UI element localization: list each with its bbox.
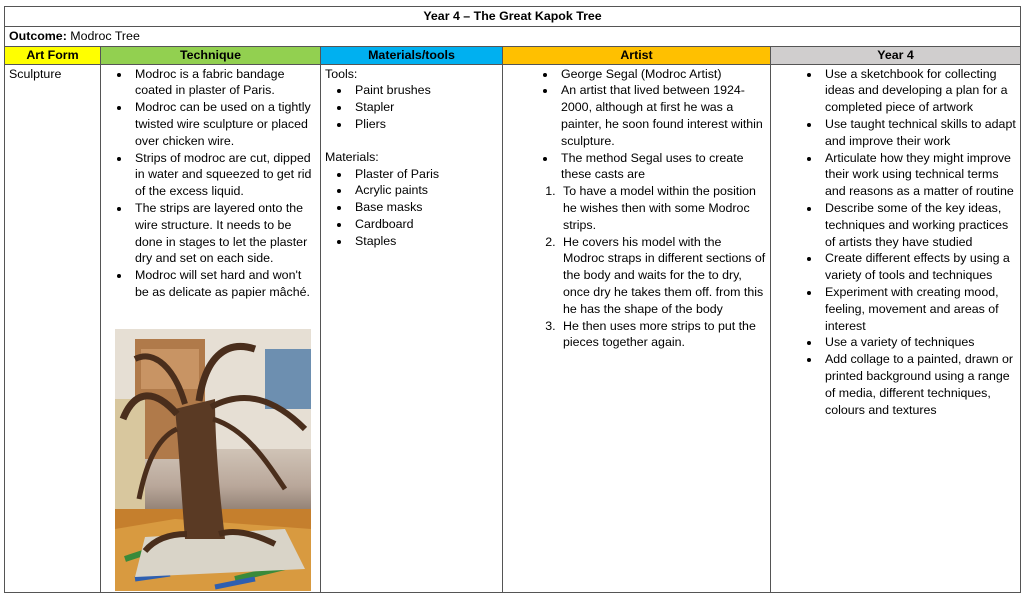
year4-item: • Add collage to a painted, drawn or printed background using a range of media, different techniques, colours and textures: [821, 351, 1016, 418]
outcome-label: Outcome:: [9, 29, 67, 43]
content-row: [5, 64, 1021, 592]
artist-item: [557, 150, 766, 352]
materials-list: [325, 166, 498, 250]
artist-step: 3. He then uses more strips to put the pieces together again.: [559, 318, 766, 352]
tool-item: • Paint brushes: [351, 82, 498, 99]
year4-plan-table: [4, 6, 1021, 593]
materials-label: Materials:: [325, 149, 379, 164]
technique-item: • Strips of modroc are cut, dipped in water and squeezed to get rid of the excess liquid.: [131, 150, 316, 200]
tools-list: [325, 82, 498, 132]
materials-tools-cell: [321, 64, 503, 592]
artist-steps: [537, 183, 766, 351]
year4-cell: [771, 64, 1021, 592]
header-art-form: Art Form: [5, 46, 101, 64]
document-title: Year 4 – The Great Kapok Tree: [5, 7, 1021, 27]
technique-list: [105, 66, 316, 301]
year4-list: [775, 66, 1016, 419]
artist-list: [507, 66, 766, 352]
artist-cell: [503, 64, 771, 592]
tool-item: • Pliers: [351, 116, 498, 133]
material-item: • Staples: [351, 233, 498, 250]
technique-item: • Modroc can be used on a tightly twisted wire sculpture or placed over chicken wire.: [131, 99, 316, 149]
year4-item: • Use taught technical skills to adapt and improve their work: [821, 116, 1016, 150]
modroc-tree-illustration: [115, 329, 311, 591]
modroc-tree-photo: [115, 329, 311, 591]
tools-label: Tools:: [325, 66, 358, 81]
material-item: • Cardboard: [351, 216, 498, 233]
artist-method-intro: The method Segal uses to create these casts are: [561, 150, 744, 182]
technique-item: • Modroc is a fabric bandage coated in plaster of Paris.: [131, 66, 316, 100]
year4-item: • Use a variety of techniques: [821, 334, 1016, 351]
tool-item: • Stapler: [351, 99, 498, 116]
year4-item: • Use a sketchbook for collecting ideas and developing a plan for a completed piece of artwork: [821, 66, 1016, 116]
technique-item: • The strips are layered onto the wire structure. It needs to be done in stages to let the plaster dry and set on each side.: [131, 200, 316, 267]
header-artist: Artist: [503, 46, 771, 64]
year4-item: • Describe some of the key ideas, techniques and working practices of artists they have studied: [821, 200, 1016, 250]
year4-item: • Experiment with creating mood, feeling, movement and areas of interest: [821, 284, 1016, 334]
year4-item: • Create different effects by using a variety of tools and techniques: [821, 250, 1016, 284]
material-item: • Plaster of Paris: [351, 166, 498, 183]
artist-step: 1. To have a model within the position he wishes then with some Modroc strips.: [559, 183, 766, 233]
header-materials-tools: Materials/tools: [321, 46, 503, 64]
header-year-4: Year 4: [771, 46, 1021, 64]
outcome-row: [5, 27, 1021, 47]
technique-item: • Modroc will set hard and won't be as delicate as papier mâché.: [131, 267, 316, 301]
artist-item: • An artist that lived between 1924-2000, although at first he was a painter, he soon found interest within sculpture.: [557, 82, 766, 149]
outcome-value: Modroc Tree: [70, 29, 140, 43]
header-row: [5, 46, 1021, 64]
art-form-cell: Sculpture: [5, 64, 101, 592]
material-item: • Acrylic paints: [351, 182, 498, 199]
artist-item: • George Segal (Modroc Artist): [557, 66, 766, 83]
artist-step: 2. He covers his model with the Modroc straps in different sections of the body and waits for the to dry, once dry he takes them off. from this he has the shape of the body: [559, 234, 766, 318]
header-technique: Technique: [101, 46, 321, 64]
year4-item: • Articulate how they might improve their work using technical terms and reasons as a matter of routine: [821, 150, 1016, 200]
material-item: • Base masks: [351, 199, 498, 216]
technique-cell: [101, 64, 321, 592]
